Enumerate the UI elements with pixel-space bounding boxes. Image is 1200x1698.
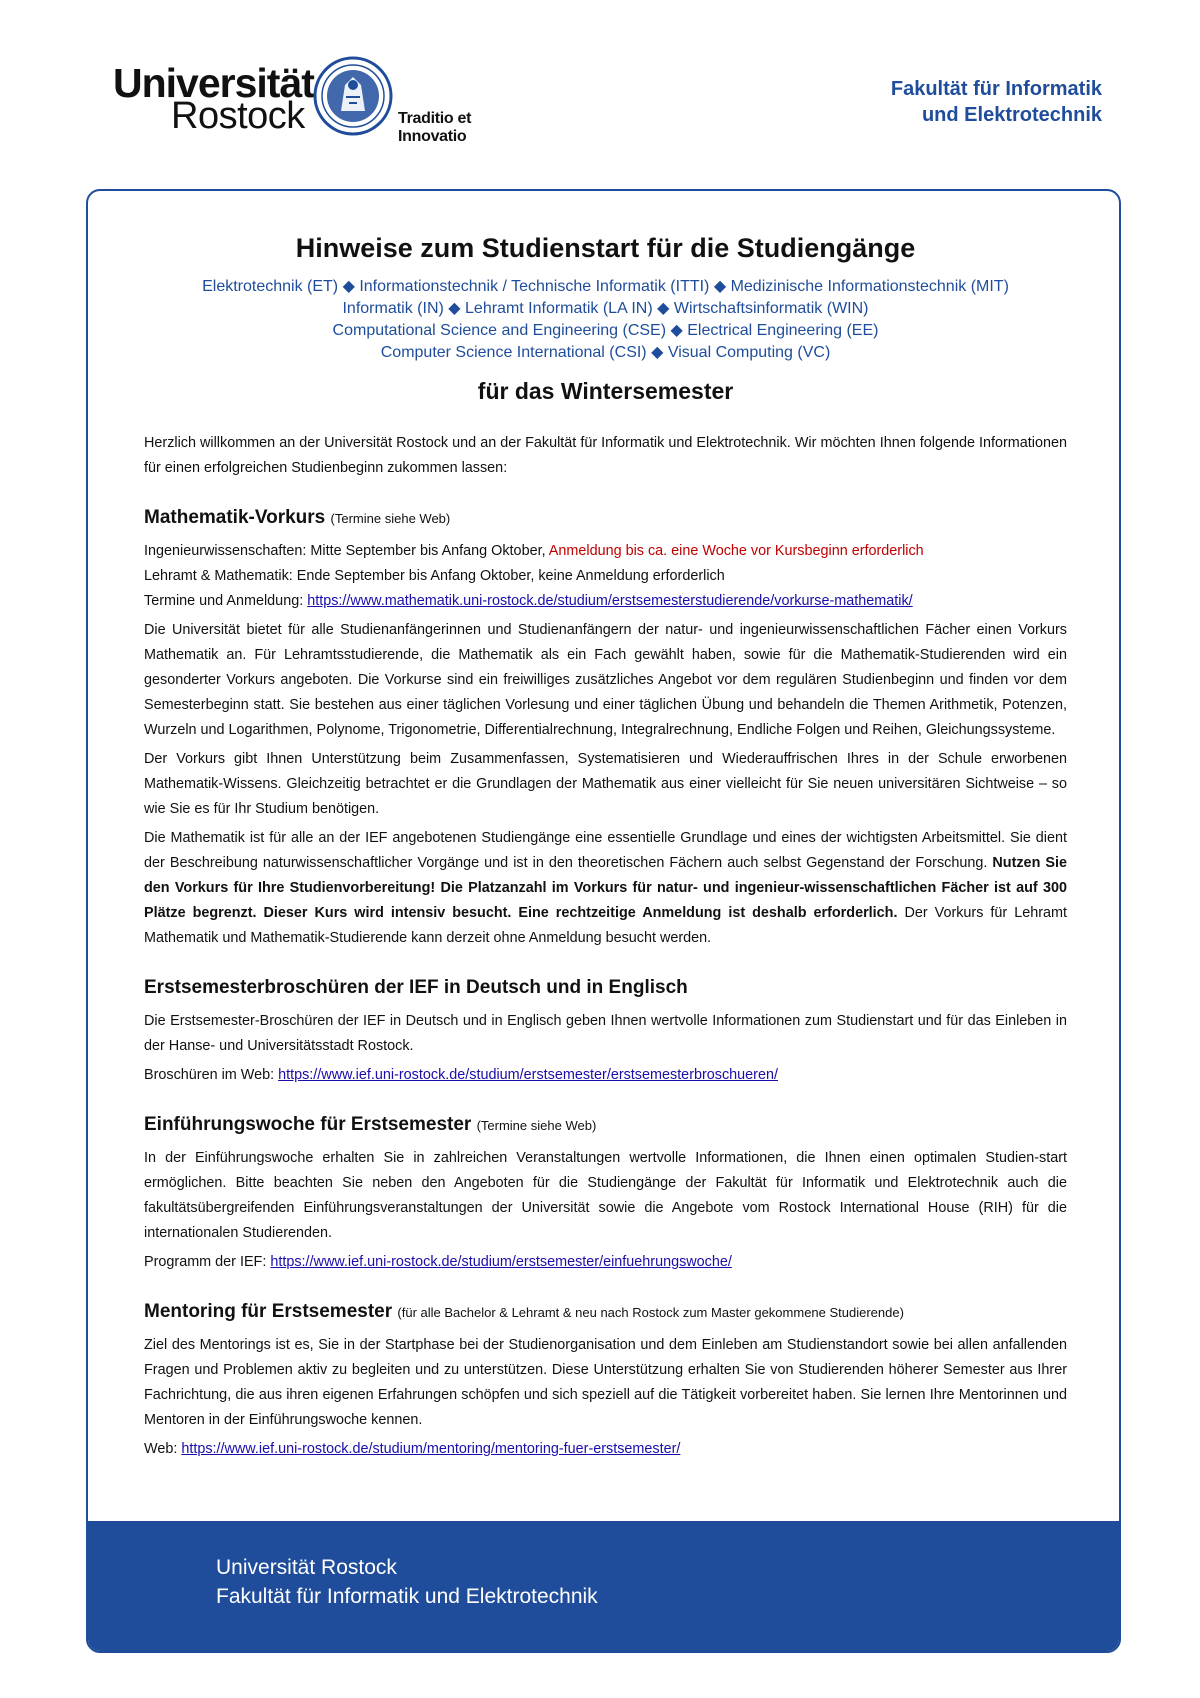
footer-band bbox=[88, 1521, 1119, 1651]
heading-note: (für alle Bachelor & Lehramt & neu nach Rostock zum Master gekommene Studierende) bbox=[397, 1305, 904, 1320]
program-list bbox=[144, 276, 1067, 364]
program-line: Elektrotechnik (ET) ◆ Informationstechnik / Technische Informatik (ITTI) ◆ Medizinische Informationstechnik (MIT) bbox=[202, 278, 1009, 295]
broschueren-paragraph: Die Erstsemester-Broschüren der IEF in Deutsch und in Englisch geben Ihnen wertvolle Informationen zum Studienstart und für das Einleben in der Hanse- und Universitätsstadt Rostock. bbox=[144, 1013, 1067, 1054]
section-heading-vorkurs bbox=[144, 507, 1067, 529]
mentoring-paragraph: Ziel des Mentorings ist es, Sie in der Startphase bei der Studienorganisation und dem Einleben am Studienstandort sowie bei allen anfallenden Fragen und Problemen aktiv zu begleiten und zu unterstützen. Diese Unterstützung erhalten Sie von Studierenden höherer Semester aus Ihrer Fachrichtung, die aus ihren eigenen Erfahrungen schöpfen und sich speziell auf die Tätigkeit vorbereitet haben. Sie lernen Ihre Mentorinnen und Mentoren in der Einführungswoche kennen. bbox=[144, 1337, 1067, 1428]
page-subtitle: für das Wintersemester bbox=[477, 378, 734, 404]
einfuehrung-link-line bbox=[144, 1250, 1067, 1275]
section-heading-mentoring bbox=[144, 1301, 1067, 1323]
vorkurs-line-link bbox=[144, 589, 1067, 614]
footer-line2: Fakultät für Informatik und Elektrotechnik bbox=[216, 1585, 598, 1608]
section-heading-einfuehrung bbox=[144, 1114, 1067, 1136]
university-seal-icon bbox=[313, 55, 393, 137]
faculty-line1: Fakultät für Informatik bbox=[890, 78, 1102, 100]
content-inner bbox=[144, 191, 1067, 1466]
para3-text: Die Mathematik ist für alle an der IEF angebotenen Studiengänge eine essentielle Grundlage und eines der wichtigsten Arbeitsmittel. Sie dient der Beschreibung naturwissenschaftlicher Vorgänge und ist in den theoretischen Fächern auch selbst Gegenstand der Forschung. bbox=[144, 830, 1067, 871]
footer-line1: Universität Rostock bbox=[216, 1556, 397, 1579]
link-label: Programm der IEF: bbox=[144, 1254, 271, 1270]
broschueren-link-line bbox=[144, 1063, 1067, 1088]
heading-text: Mentoring für Erstsemester bbox=[144, 1301, 393, 1322]
content-box bbox=[86, 189, 1121, 1653]
vorkurs-paragraph-2: Der Vorkurs gibt Ihnen Unterstützung beim Zusammenfassen, Systematisieren und Wiederauffrischen Ihres in der Schule erworbenen Mathematik-Wissens. Gleichzeitig betrachtet er die Grundlagen der Mathematik aus einer vielleicht für Sie neuen universitären Sichtweise – so wie Sie es für Ihr Studium benötigen. bbox=[144, 751, 1067, 817]
para3-bold-text: Nutzen Sie den Vorkurs für Ihre Studienvorbereitung! Die Platzanzahl im Vorkurs für natur- und ingenieur-wissenschaftlichen Fächer ist auf 300 Plätze begrenzt. Dieser Kurs wird intensiv besucht. Eine rechtzeitige Anmeldung ist deshalb erforderlich. bbox=[144, 855, 1067, 921]
logo-line2: Rostock bbox=[171, 95, 305, 137]
university-logo bbox=[113, 55, 533, 145]
logo-line1: Universität bbox=[113, 60, 314, 106]
intro-paragraph: Herzlich willkommen an der Universität Rostock und an der Fakultät für Informatik und Elektrotechnik. Wir möchten Ihnen folgende Informationen für einen erfolgreichen Studienbeginn zukommen lassen: bbox=[144, 435, 1067, 476]
heading-text: Mathematik-Vorkurs bbox=[144, 507, 326, 528]
einfuehrung-link[interactable]: https://www.ief.uni-rostock.de/studium/erstsemester/einfuehrungswoche/ bbox=[270, 1254, 732, 1270]
logo-motto: Traditio et Innovatio bbox=[398, 110, 472, 145]
engineering-dates: Ingenieurwissenschaften: Mitte September bis Anfang Oktober, bbox=[144, 543, 549, 559]
heading-text: Einführungswoche für Erstsemester bbox=[144, 1114, 472, 1135]
para3-text-end: Der Vorkurs für Lehramt Mathematik und Mathematik-Studierende kann derzeit ohne Anmeldung besucht werden. bbox=[144, 905, 1067, 946]
faculty-header bbox=[891, 76, 1102, 128]
program-line: Computational Science and Engineering (CSE) ◆ Electrical Engineering (EE) bbox=[332, 322, 879, 339]
vorkurs-paragraph-3 bbox=[144, 826, 1067, 951]
program-line: Computer Science International (CSI) ◆ Visual Computing (VC) bbox=[380, 344, 831, 361]
program-line: Informatik (IN) ◆ Lehramt Informatik (LA IN) ◆ Wirtschaftsinformatik (WIN) bbox=[342, 300, 869, 317]
mentoring-link-line bbox=[144, 1437, 1067, 1462]
link-label: Broschüren im Web: bbox=[144, 1067, 279, 1083]
section-heading-broschueren: Erstsemesterbroschüren der IEF in Deutsch und in Englisch bbox=[144, 977, 688, 998]
page-title: Hinweise zum Studienstart für die Studiengänge bbox=[295, 233, 916, 263]
broschueren-link[interactable]: https://www.ief.uni-rostock.de/studium/erstsemester/erstsemesterbroschueren/ bbox=[278, 1067, 778, 1083]
registration-required-note: Anmeldung bis ca. eine Woche vor Kursbeginn erforderlich bbox=[548, 543, 924, 559]
footer-text bbox=[216, 1553, 598, 1611]
link-label: Termine und Anmeldung: bbox=[144, 593, 308, 609]
vorkurs-link[interactable]: https://www.mathematik.uni-rostock.de/studium/erstsemesterstudierende/vorkurse-mathematik/ bbox=[307, 593, 913, 609]
vorkurs-line-lehramt: Lehramt & Mathematik: Ende September bis Anfang Oktober, keine Anmeldung erforderlich bbox=[144, 568, 725, 584]
vorkurs-line-engineering bbox=[144, 539, 1067, 564]
vorkurs-paragraph-1: Die Universität bietet für alle Studienanfängerinnen und Studienanfängern der natur- und ingenieurwissenschaftlichen Fächer einen Vorkurs Mathematik an. Für Lehramtsstudierende, die Mathematik als ein Fach gewählt haben, sowie für die Mathematik-Studierenden wird ein gesonderter Vorkurs angeboten. Die Vorkurse sind ein freiwilliges zusätzliches Angebot vor dem regulären Studienbeginn und finden vor dem Semesterbeginn statt. Sie bestehen aus einer täglichen Vorlesung und einer täglichen Übung und behandeln die Themen Arithmetik, Potenzen, Wurzeln und Logarithmen, Polynome, Trigonometrie, Differentialrechnung, Integralrechnung, Endliche Folgen und Reihen, Gleichungssysteme. bbox=[144, 622, 1067, 738]
heading-note: (Termine siehe Web) bbox=[476, 1118, 597, 1133]
heading-note: (Termine siehe Web) bbox=[330, 511, 451, 526]
mentoring-link[interactable]: https://www.ief.uni-rostock.de/studium/mentoring/mentoring-fuer-erstsemester/ bbox=[181, 1441, 681, 1457]
link-label: Web: bbox=[144, 1441, 182, 1457]
einfuehrung-paragraph: In der Einführungswoche erhalten Sie in zahlreichen Veranstaltungen wertvolle Informationen, die Ihnen einen optimalen Studien-start ermöglichen. Bitte beachten Sie neben den Angeboten für die Studiengänge der Fakultät für Informatik und Elektrotechnik auch die fakultätsübergreifenden Einführungsveranstaltungen der Universität sowie die Angebote vom Rostock International House (RIH) für die internationalen Studierenden. bbox=[144, 1150, 1067, 1241]
faculty-line2: und Elektrotechnik bbox=[921, 104, 1102, 126]
